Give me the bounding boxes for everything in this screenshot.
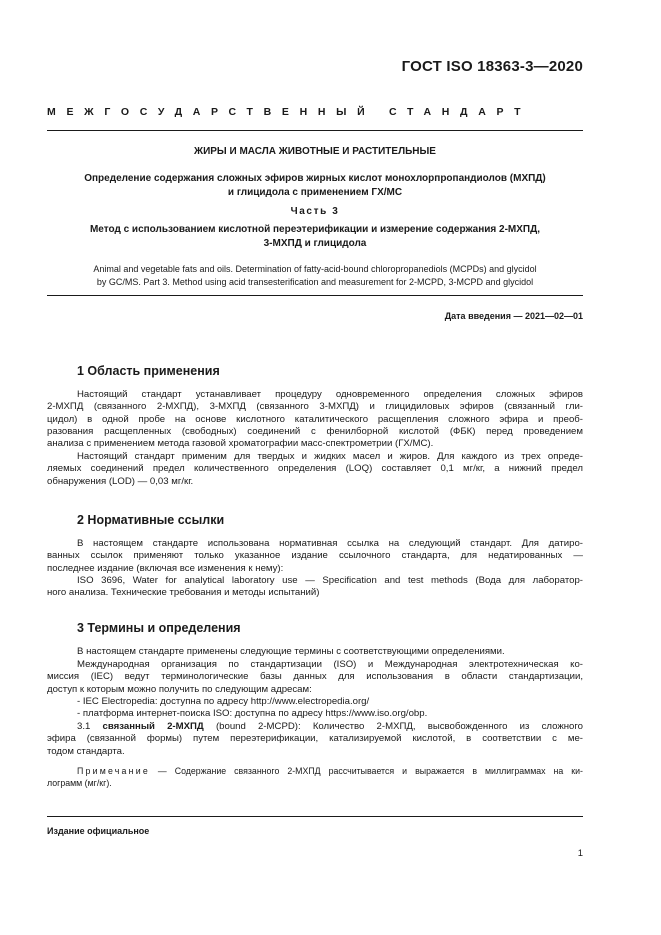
text-line: лограмм (мг/кг). <box>47 777 112 788</box>
text-line: эфира (связанной формы) путем переэтерификации, катализируемой кислотой, в соответствии с ме- <box>47 733 583 745</box>
text-line: Международная организация по стандартизации (ISO) и Международная электротехническая ко- <box>77 659 583 670</box>
subtitle-line: и глицидола с применением ГХ/МС <box>227 186 403 198</box>
text-line: ного анализа. Технические требования и методы испытаний) <box>47 587 320 599</box>
text-line <box>47 721 583 733</box>
introduction-date: Дата введения — 2021—02—01 <box>444 311 583 321</box>
text-line: ванных ссылок применяют только указанное издание ссылочного стандарта, для недатированных — <box>47 550 583 562</box>
document-code: ГОСТ ISO 18363-3—2020 <box>401 58 583 75</box>
section-heading-scope: 1 Область применения <box>77 364 220 378</box>
text-line: доступ к которым можно получить по следующим адресам: <box>47 683 312 695</box>
term-name: связанный 2-МХПД <box>102 721 204 732</box>
text-line: разования расщепленных (свободных) соединений с фенилборной кислотой (ФБК) перед проведением <box>47 425 583 437</box>
part-label: Часть 3 <box>290 206 340 217</box>
part-title-line: Метод с использованием кислотной переэтерификации и измерение содержания 2-МХПД, <box>89 224 541 235</box>
official-edition-label: Издание официальное <box>47 826 150 836</box>
english-title-line: by GC/MS. Part 3. Method using acid transesterification and measurement for 2-MCPD, 3-MCPD and glycidol <box>96 276 534 287</box>
term-note <box>47 766 583 789</box>
text-line: тодом стандарта. <box>47 745 125 757</box>
english-title <box>47 263 583 288</box>
section-heading-terms: 3 Термины и определения <box>77 621 241 635</box>
term-definition-3-1 <box>47 721 583 758</box>
references-paragraph-2 <box>47 575 583 600</box>
term-definition-start: (bound 2-MCPD): Количество 2-МХПД, высвобожденного из сложного <box>203 721 584 732</box>
text-line: Настоящий стандарт устанавливает процедуру одновременного определения сложных эфиров <box>77 389 583 400</box>
references-paragraph-1 <box>47 538 583 575</box>
title-rule <box>47 295 583 296</box>
text-line: анализа с применением метода газовой хроматографии масс-спектрометрии (ГХ/МС). <box>47 438 434 450</box>
text-line: В настоящем стандарте применены следующие термины с соответствующими определениями. <box>77 646 505 657</box>
term-number: 3.1 <box>77 721 91 732</box>
text-line: Настоящий стандарт применим для твердых и жидких масел и жиров. Для каждого из трех опреде- <box>77 451 583 462</box>
part-title <box>47 223 583 250</box>
text-line: ляемых соединений предел количественного определения (LOQ) составляет 0,1 мг/кг, а нижний предел <box>47 463 583 475</box>
terms-address-list <box>47 696 583 721</box>
text-line: миссия (IEC) ведут терминологические базы данных для использования в области стандартизации, <box>47 671 583 683</box>
text-line: обнаружения (LOD) — 0,03 мг/кг. <box>47 475 194 487</box>
text-line: В настоящем стандарте использована нормативная ссылка на следующий стандарт. Для датиро- <box>77 538 583 549</box>
scope-paragraph-1 <box>47 389 583 450</box>
document-subtitle <box>47 172 583 199</box>
list-item: - IEC Electropedia: доступна по адресу http://www.electropedia.org/ <box>77 696 370 707</box>
scope-paragraph-2 <box>47 451 583 488</box>
note-text-start: — Содержание связанного 2-МХПД рассчитывается и выражается в миллиграммах на ки- <box>149 766 583 776</box>
subtitle-line: Определение содержания сложных эфиров жирных кислот монохлорпропандиолов (МХПД) <box>84 173 546 184</box>
text-line: цидол) в одной пробе на основе кислотного каталитического расщепления сложного эфира и преоб- <box>47 413 583 425</box>
text-line <box>47 766 583 778</box>
page-number: 1 <box>577 848 583 859</box>
list-item: - платформа интернет-поиска ISO: доступна по адресу https://www.iso.org/obp. <box>77 708 428 720</box>
section-heading-normative-references: 2 Нормативные ссылки <box>77 513 225 527</box>
header-rule <box>47 130 583 131</box>
standard-banner: МЕЖГОСУДАРСТВЕННЫЙ СТАНДАРТ <box>47 106 532 118</box>
english-title-line: Animal and vegetable fats and oils. Determination of fatty-acid-bound chloropropanediols (MCPDs) and glycidol <box>93 264 537 274</box>
terms-paragraph-2 <box>47 659 583 696</box>
terms-paragraph-1 <box>47 646 583 658</box>
text-line: 2-МХПД (связанного 2-МХПД), 3-МХПД (связанного 3-МХПД) и глицидиловых эфиров (связанный гли- <box>47 401 583 413</box>
text-line: ISO 3696, Water for analytical laboratory use — Specification and test methods (Вода для лаборатор- <box>77 575 583 586</box>
footer-rule <box>47 816 583 817</box>
note-label: Примечание <box>77 766 150 776</box>
part-title-line: 3-МХПД и глицидола <box>263 237 367 249</box>
text-line: последнее издание (включая все изменения к нему): <box>47 562 284 574</box>
document-title: ЖИРЫ И МАСЛА ЖИВОТНЫЕ И РАСТИТЕЛЬНЫЕ <box>194 146 436 157</box>
